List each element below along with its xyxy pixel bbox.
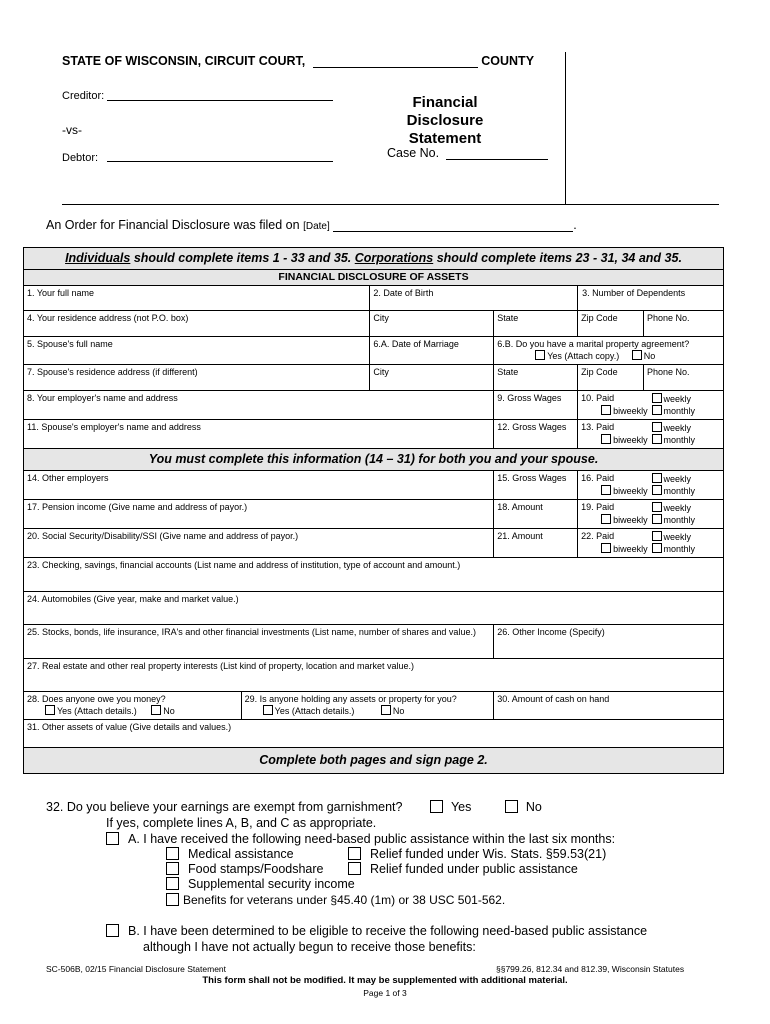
line-b-continued: although I have not actually begun to receive those benefits: xyxy=(143,940,476,954)
both-spouses-band: You must complete this information (14 – 31) for both you and your spouse. xyxy=(24,449,724,471)
spouse-zip-field[interactable]: Zip Code xyxy=(578,365,644,391)
gross-wages-field[interactable]: 9. Gross Wages xyxy=(494,391,578,420)
monthly-checkbox[interactable] xyxy=(652,543,662,553)
full-name-field[interactable]: 1. Your full name xyxy=(24,286,370,311)
creditor-field[interactable] xyxy=(107,100,333,101)
exempt-no-checkbox[interactable] xyxy=(505,800,518,813)
other-income-field[interactable]: 26. Other Income (Specify) xyxy=(494,625,724,659)
owed-no-checkbox[interactable] xyxy=(151,705,161,715)
medical-checkbox[interactable] xyxy=(166,847,179,860)
page-title: Financial Disclosure Statement xyxy=(406,94,484,147)
date-of-birth-field[interactable]: 2. Date of Birth xyxy=(370,286,578,311)
order-date-field[interactable] xyxy=(333,231,573,232)
versus-label: -vs- xyxy=(62,123,82,137)
owed-yes-checkbox[interactable] xyxy=(45,705,55,715)
agreement-no-checkbox[interactable] xyxy=(632,350,642,360)
marriage-date-field[interactable]: 6.A. Date of Marriage xyxy=(370,337,494,365)
complete-pages-band: Complete both pages and sign page 2. xyxy=(24,748,724,774)
spouse-name-field[interactable]: 5. Spouse's full name xyxy=(24,337,370,365)
city-field[interactable]: City xyxy=(370,311,494,337)
page-number: Page 1 of 3 xyxy=(363,988,407,998)
table-row xyxy=(24,625,724,659)
statute-reference: §§799.26, 812.34 and 812.39, Wisconsin Statutes xyxy=(496,964,685,974)
table-row xyxy=(24,471,724,500)
spouse-city-field[interactable]: City xyxy=(370,365,494,391)
option-ssi: Supplemental security income xyxy=(166,876,355,892)
line-a: A. I have received the following need-based public assistance within the last six months: xyxy=(106,831,615,847)
biweekly-checkbox[interactable] xyxy=(601,405,611,415)
assets-header-row: FINANCIAL DISCLOSURE OF ASSETS xyxy=(24,270,724,286)
other-employers-field[interactable]: 14. Other employers xyxy=(24,471,494,500)
assets-table xyxy=(23,247,724,774)
table-row xyxy=(24,720,724,748)
other-pay-frequency-field[interactable]: 16. Paid weekly biweekly monthly xyxy=(578,471,724,500)
table-row xyxy=(24,420,724,449)
residence-address-field[interactable]: 4. Your residence address (not P.O. box) xyxy=(24,311,370,337)
social-security-pay-frequency-field[interactable]: 22. Paid weekly biweekly monthly xyxy=(578,529,724,558)
option-veterans: Benefits for veterans under §45.40 (1m) or 38 USC 501-562. xyxy=(166,892,505,908)
creditor-label: Creditor: xyxy=(62,90,105,102)
table-row xyxy=(24,692,724,720)
phone-field[interactable]: Phone No. xyxy=(644,311,724,337)
investments-field[interactable]: 25. Stocks, bonds, life insurance, IRA's and other financial investments (List name, number of shares and value.) xyxy=(24,625,494,659)
header-divider xyxy=(565,52,566,204)
financial-accounts-field[interactable]: 23. Checking, savings, financial accounts (List name and address of institution, type of account and amount.) xyxy=(24,558,724,592)
biweekly-checkbox[interactable] xyxy=(601,543,611,553)
line-b-checkbox[interactable] xyxy=(106,924,119,937)
pension-amount-field[interactable]: 18. Amount xyxy=(494,500,578,529)
instructions-row: Individuals should complete items 1 - 33 and 35. Corporations should complete items 23 - 31, 34 and 35. xyxy=(24,248,724,270)
table-row xyxy=(24,337,724,365)
monthly-checkbox[interactable] xyxy=(652,485,662,495)
social-security-field[interactable]: 20. Social Security/Disability/SSI (Give name and address of payor.) xyxy=(24,529,494,558)
court-heading: STATE OF WISCONSIN, CIRCUIT COURT, COUNTY xyxy=(62,54,535,68)
form-id: SC-506B, 02/15 Financial Disclosure Statement xyxy=(46,964,227,974)
spouse-employer-field[interactable]: 11. Spouse's employer's name and address xyxy=(24,420,494,449)
table-row xyxy=(24,391,724,420)
header-rule xyxy=(62,204,719,205)
pension-pay-frequency-field[interactable]: 19. Paid weekly biweekly monthly xyxy=(578,500,724,529)
case-number: Case No. xyxy=(387,146,548,160)
biweekly-checkbox[interactable] xyxy=(601,514,611,524)
modification-notice: This form shall not be modified. It may be supplemented with additional material. xyxy=(202,975,568,986)
pay-frequency-field[interactable]: 10. Paid weekly biweekly monthly xyxy=(578,391,724,420)
pension-income-field[interactable]: 17. Pension income (Give name and address of payor.) xyxy=(24,500,494,529)
garnishment-question: 32. Do you believe your earnings are exempt from garnishment? Yes No xyxy=(46,800,542,814)
table-row xyxy=(24,500,724,529)
if-yes-instruction: If yes, complete lines A, B, and C as appropriate. xyxy=(106,816,377,830)
held-no-checkbox[interactable] xyxy=(381,705,391,715)
spouse-phone-field[interactable]: Phone No. xyxy=(644,365,724,391)
spouse-gross-wages-field[interactable]: 12. Gross Wages xyxy=(494,420,578,449)
food-stamps-checkbox[interactable] xyxy=(166,862,179,875)
spouse-address-field[interactable]: 7. Spouse's residence address (if different) xyxy=(24,365,370,391)
line-b: B. I have been determined to be eligible to receive the following need-based public assistance xyxy=(106,923,647,939)
debtor-label: Debtor: xyxy=(62,152,99,164)
table-row xyxy=(24,659,724,692)
table-row xyxy=(24,592,724,625)
property-agreement-field[interactable]: 6.B. Do you have a marital property agreement? Yes (Attach copy.) No xyxy=(494,337,724,365)
ssi-checkbox[interactable] xyxy=(166,877,179,890)
agreement-yes-checkbox[interactable] xyxy=(535,350,545,360)
held-yes-checkbox[interactable] xyxy=(263,705,273,715)
weekly-checkbox[interactable] xyxy=(652,502,662,512)
option-medical: Medical assistance xyxy=(166,846,294,862)
veterans-checkbox[interactable] xyxy=(166,893,179,906)
real-estate-field[interactable]: 27. Real estate and other real property interests (List kind of property, location and market value.) xyxy=(24,659,724,692)
order-line: An Order for Financial Disclosure was filed on [Date] . xyxy=(46,218,577,232)
dependents-field[interactable]: 3. Number of Dependents xyxy=(578,286,724,311)
spouse-pay-frequency-field[interactable]: 13. Paid weekly biweekly monthly xyxy=(578,420,724,449)
weekly-checkbox[interactable] xyxy=(652,422,662,432)
table-row xyxy=(24,311,724,337)
biweekly-checkbox[interactable] xyxy=(601,485,611,495)
spouse-state-field[interactable]: State xyxy=(494,365,578,391)
automobiles-field[interactable]: 24. Automobiles (Give year, make and market value.) xyxy=(24,592,724,625)
weekly-checkbox[interactable] xyxy=(652,473,662,483)
weekly-checkbox[interactable] xyxy=(652,531,662,541)
other-gross-wages-field[interactable]: 15. Gross Wages xyxy=(494,471,578,500)
line-a-checkbox[interactable] xyxy=(106,832,119,845)
county-field[interactable] xyxy=(313,67,478,68)
monthly-checkbox[interactable] xyxy=(652,405,662,415)
table-row xyxy=(24,558,724,592)
zip-field[interactable]: Zip Code xyxy=(578,311,644,337)
monthly-checkbox[interactable] xyxy=(652,434,662,444)
table-row xyxy=(24,529,724,558)
weekly-checkbox[interactable] xyxy=(652,393,662,403)
other-assets-field[interactable]: 31. Other assets of value (Give details and values.) xyxy=(24,720,724,748)
assets-held-field[interactable]: 29. Is anyone holding any assets or property for you? Yes (Attach details.) No xyxy=(241,692,494,720)
option-food: Food stamps/Foodshare xyxy=(166,861,324,877)
option-relief-wis: Relief funded under Wis. Stats. §59.53(21) xyxy=(348,846,606,862)
relief-wis-checkbox[interactable] xyxy=(348,847,361,860)
option-relief-public: Relief funded under public assistance xyxy=(348,861,578,877)
debtor-field[interactable] xyxy=(107,161,333,162)
table-row xyxy=(24,286,724,311)
state-field[interactable]: State xyxy=(494,311,578,337)
employer-field[interactable]: 8. Your employer's name and address xyxy=(24,391,494,420)
exempt-yes-checkbox[interactable] xyxy=(430,800,443,813)
monthly-checkbox[interactable] xyxy=(652,514,662,524)
cash-on-hand-field[interactable]: 30. Amount of cash on hand xyxy=(494,692,724,720)
social-security-amount-field[interactable]: 21. Amount xyxy=(494,529,578,558)
owed-money-field[interactable]: 28. Does anyone owe you money? Yes (Attach details.) No xyxy=(24,692,242,720)
case-number-field[interactable] xyxy=(446,159,548,160)
biweekly-checkbox[interactable] xyxy=(601,434,611,444)
table-row xyxy=(24,365,724,391)
relief-public-checkbox[interactable] xyxy=(348,862,361,875)
